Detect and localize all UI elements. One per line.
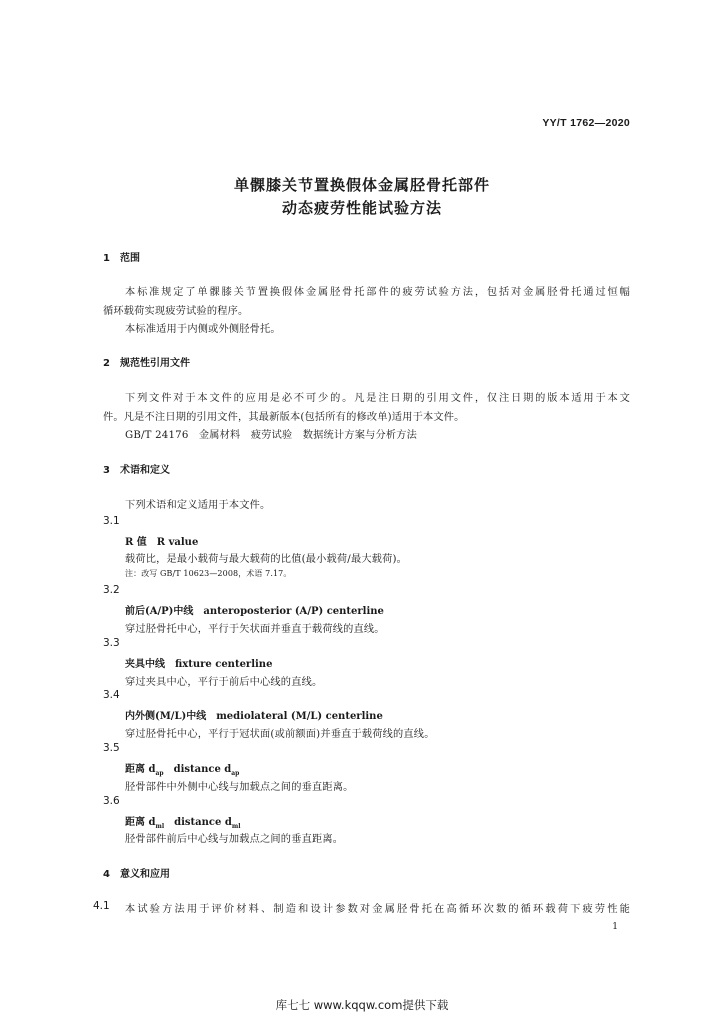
clause-number: 4.1	[93, 900, 110, 912]
page-number: 1	[612, 922, 618, 932]
scope-paragraph-line2: 循环载荷实现疲劳试验的程序。	[103, 306, 249, 317]
section-heading-scope: 1 范围	[103, 253, 140, 264]
document-title-line1: 单髁膝关节置换假体金属胫骨托部件	[233, 176, 490, 194]
term-title-en: distance d	[163, 764, 232, 775]
term-definition: 胫骨部件前后中心线与加载点之间的垂直距离。	[125, 834, 344, 845]
term-title	[125, 760, 239, 777]
term-title: 内外侧(M/L)中线 mediolateral (M/L) centerline	[125, 711, 383, 722]
term-number: 3.4	[103, 689, 120, 701]
term-title-en: distance d	[164, 817, 232, 828]
section-heading-significance: 4 意义和应用	[103, 869, 170, 880]
term-subscript: ap	[231, 770, 240, 777]
term-note: 注：改写 GB/T 10623—2008，术语 7.17。	[125, 569, 292, 578]
terms-intro: 下列术语和定义适用于本文件。	[125, 500, 271, 511]
term-number: 3.3	[103, 637, 120, 649]
term-subscript: ml	[231, 823, 241, 830]
clause-text: 本试验方法用于评价材料、制造和设计参数对金属胫骨托在高循环次数的循环载荷下疲劳性能	[125, 904, 630, 915]
term-title: 夹具中线 fixture centerline	[125, 659, 273, 670]
term-definition: 穿过夹具中心，平行于前后中心线的直线。	[125, 677, 323, 688]
term-title: R 值 R value	[125, 537, 199, 548]
scope-paragraph-line1: 本标准规定了单髁膝关节置换假体金属胫骨托部件的疲劳试验方法，包括对金属胫骨托通过恒幅	[125, 287, 630, 298]
scope-paragraph-2: 本标准适用于内侧或外侧胫骨托。	[125, 324, 281, 335]
download-footer: 库七七 www.kqqw.com提供下载	[275, 998, 449, 1012]
standard-code: YY/T 1762—2020	[542, 117, 630, 129]
section-heading-normative-references: 2 规范性引用文件	[103, 358, 190, 369]
term-title-cn: 距离 d	[125, 817, 156, 828]
term-subscript: ap	[155, 770, 164, 777]
term-number: 3.6	[103, 795, 120, 807]
term-definition: 载荷比，是最小载荷与最大载荷的比值(最小载荷/最大载荷)。	[125, 554, 408, 565]
references-paragraph-line2: 件。凡是不注日期的引用文件，其最新版本(包括所有的修改单)适用于本文件。	[103, 412, 465, 423]
term-number: 3.1	[103, 515, 120, 527]
term-definition: 胫骨部件中外侧中心线与加载点之间的垂直距离。	[125, 782, 354, 793]
term-title-cn: 距离 d	[125, 764, 156, 775]
term-number: 3.5	[103, 742, 120, 754]
document-title-line2: 动态疲劳性能试验方法	[281, 199, 442, 217]
references-paragraph-line1: 下列文件对于本文件的应用是必不可少的。凡是注日期的引用文件，仅注日期的版本适用于本文	[125, 393, 630, 404]
term-definition: 穿过胫骨托中心，平行于冠状面(或前额面)并垂直于载荷线的直线。	[125, 729, 435, 740]
term-number: 3.2	[103, 584, 120, 596]
term-title	[125, 813, 240, 830]
reference-item: GB/T 24176 金属材料 疲劳试验 数据统计方案与分析方法	[125, 430, 418, 441]
term-definition: 穿过胫骨托中心，平行于矢状面并垂直于载荷线的直线。	[125, 624, 385, 635]
term-title: 前后(A/P)中线 anteroposterior (A/P) centerline	[125, 606, 384, 617]
term-subscript: ml	[155, 823, 165, 830]
section-heading-terms: 3 术语和定义	[103, 465, 170, 476]
